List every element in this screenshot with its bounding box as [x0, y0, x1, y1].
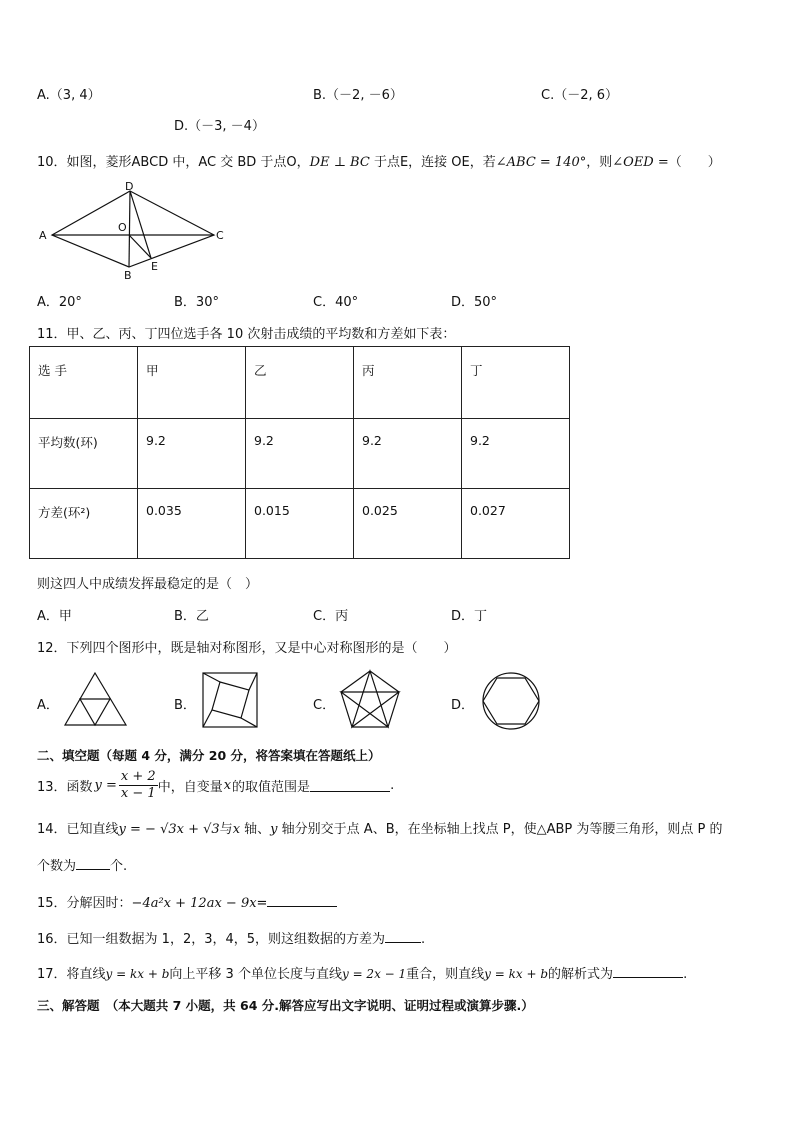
table-row — [30, 489, 570, 559]
q14-rest: 轴分别交于点 A、B，在坐标轴上找点 P，使△ABP 为等腰三角形，则点 P 的 — [277, 822, 723, 837]
q14-prefix: 14．已知直线 — [37, 822, 119, 837]
section3-title: 三、解答题 （本大题共 7 小题，共 64 分.解答应写出文字说明、证明过程或演算步骤.） — [37, 998, 534, 1013]
q13-var: x — [223, 777, 232, 793]
q14-answer-blank[interactable] — [76, 857, 110, 870]
q9-option-d: D.（－3, －4） — [174, 119, 265, 134]
section2-title: 二、填空题（每题 4 分，满分 20 分，将答案填在答题纸上） — [37, 748, 381, 763]
q17-expr2: y = 2x − 1 — [341, 967, 407, 981]
table-cell: 9.2 — [138, 419, 246, 489]
q9-option-a: A.（3, 4） — [37, 88, 101, 103]
q11-option-c: C．丙 — [313, 609, 349, 624]
segment-de — [130, 191, 151, 258]
q16-answer-blank[interactable] — [385, 930, 421, 943]
table-cell: 平均数(环) — [30, 419, 138, 489]
scores-table — [29, 346, 570, 559]
diagonal-bd — [129, 191, 130, 267]
q15-expr: −4a²x + 12ax − 9x — [131, 896, 257, 911]
q10-math-oed: ∠OED = — [612, 155, 669, 170]
q10-option-a: A．20° — [37, 295, 82, 310]
q17-expr1: y = kx + b — [105, 967, 170, 981]
q15-answer-blank[interactable] — [267, 894, 337, 907]
q11-option-a: A．甲 — [37, 609, 72, 624]
q17-expr3: y = kx + b — [484, 967, 549, 981]
q10-paren: （ ） — [668, 155, 721, 170]
q13-end: . — [390, 777, 395, 793]
table-cell: 丁 — [462, 347, 570, 419]
q16 — [37, 928, 425, 947]
q10-stem-mid: 于点E，连接 OE，若 — [369, 155, 496, 170]
q13-y-eq: y = — [94, 777, 117, 793]
q13 — [37, 766, 394, 804]
q12-stem: 12．下列四个图形中，既是轴对称图形，又是中心对称图形的是（ ） — [37, 641, 457, 656]
q14-line2-prefix: 个数为 — [37, 859, 77, 874]
q13-prefix: 13．函数 — [37, 779, 93, 795]
q11-question: 则这四人中成绩发挥最稳定的是（ ） — [37, 577, 259, 592]
table-cell: 方差(环²) — [30, 489, 138, 559]
q17-mid: 向上平移 3 个单位长度与直线 — [169, 967, 342, 982]
q10-option-d: D．50° — [451, 295, 498, 310]
table-cell: 乙 — [246, 347, 354, 419]
q12-option-d-label: D． — [451, 698, 475, 713]
q10-math-perp: DE ⊥ BC — [309, 155, 370, 170]
q16-text: 16．已知一组数据为 1，2，3，4，5，则这组数据的方差为 — [37, 932, 386, 947]
q14-line2 — [37, 855, 127, 874]
q17 — [37, 963, 687, 982]
table-cell: 9.2 — [462, 419, 570, 489]
triangle-figure — [63, 670, 129, 728]
q10-option-b: B．30° — [174, 295, 219, 310]
label-a: A — [39, 229, 47, 242]
q15-eq: = — [256, 896, 268, 911]
q12-option-a-label: A． — [37, 698, 59, 713]
label-b: B — [124, 269, 132, 282]
q12-option-c-label: C． — [313, 698, 336, 713]
q13-denominator: x − 1 — [120, 785, 156, 801]
q17-mid2: 重合，则直线 — [406, 967, 485, 982]
label-d: D — [125, 180, 134, 193]
q13-fraction — [119, 769, 158, 802]
q15 — [37, 892, 337, 911]
circle-hexagon-figure — [480, 670, 542, 732]
q14-line1 — [37, 818, 722, 837]
table-cell: 甲 — [138, 347, 246, 419]
table-cell: 9.2 — [354, 419, 462, 489]
label-c: C — [216, 229, 224, 242]
q17-answer-blank[interactable] — [613, 965, 683, 978]
q14-var-y: y — [270, 822, 278, 837]
q14-mid2: 轴、 — [240, 822, 271, 837]
q17-end: . — [683, 967, 688, 982]
q16-end: . — [421, 932, 426, 947]
q11-option-b: B．乙 — [174, 609, 209, 624]
table-cell: 丙 — [354, 347, 462, 419]
rhombus-figure — [36, 180, 236, 285]
label-o: O — [118, 221, 127, 234]
q11-stem: 11．甲、乙、丙、丁四位选手各 10 次射击成绩的平均数和方差如下表： — [37, 327, 456, 342]
q17-suffix: 的解析式为 — [548, 967, 614, 982]
table-cell: 0.015 — [246, 489, 354, 559]
q14-line2-suffix: 个. — [110, 859, 128, 874]
q10-stem-mid2: ，则 — [586, 155, 613, 170]
q14-var-x: x — [232, 822, 241, 837]
q13-answer-blank[interactable] — [310, 779, 390, 792]
q13-suffix2: 的取值范围是 — [232, 779, 311, 795]
q10-option-c: C．40° — [313, 295, 359, 310]
q14-mid: 与 — [219, 822, 233, 837]
table-row — [30, 347, 570, 419]
q15-prefix: 15．分解因时： — [37, 896, 132, 911]
q10-stem-prefix: 10．如图，菱形ABCD 中，AC 交 BD 于点O， — [37, 155, 310, 170]
q9-option-b: B.（－2, －6） — [313, 88, 403, 103]
q12-option-b-label: B． — [174, 698, 196, 713]
square-pinwheel-figure — [200, 670, 260, 730]
table-cell: 0.025 — [354, 489, 462, 559]
table-cell: 选 手 — [30, 347, 138, 419]
pentagon-star-figure — [338, 668, 402, 730]
q13-suffix: 中，自变量 — [157, 779, 223, 795]
q11-option-d: D．丁 — [451, 609, 488, 624]
q10-math-angle: ∠ABC = 140° — [495, 155, 587, 170]
q10-stem — [37, 151, 721, 170]
q13-numerator: x + 2 — [120, 768, 156, 784]
table-cell: 0.035 — [138, 489, 246, 559]
table-cell: 0.027 — [462, 489, 570, 559]
q17-prefix: 17．将直线 — [37, 967, 106, 982]
table-row — [30, 419, 570, 489]
table-cell: 9.2 — [246, 419, 354, 489]
label-e: E — [151, 260, 158, 273]
q14-line-expr: y = − √3x + √3 — [118, 822, 220, 837]
q9-option-c: C.（－2, 6） — [541, 88, 619, 103]
